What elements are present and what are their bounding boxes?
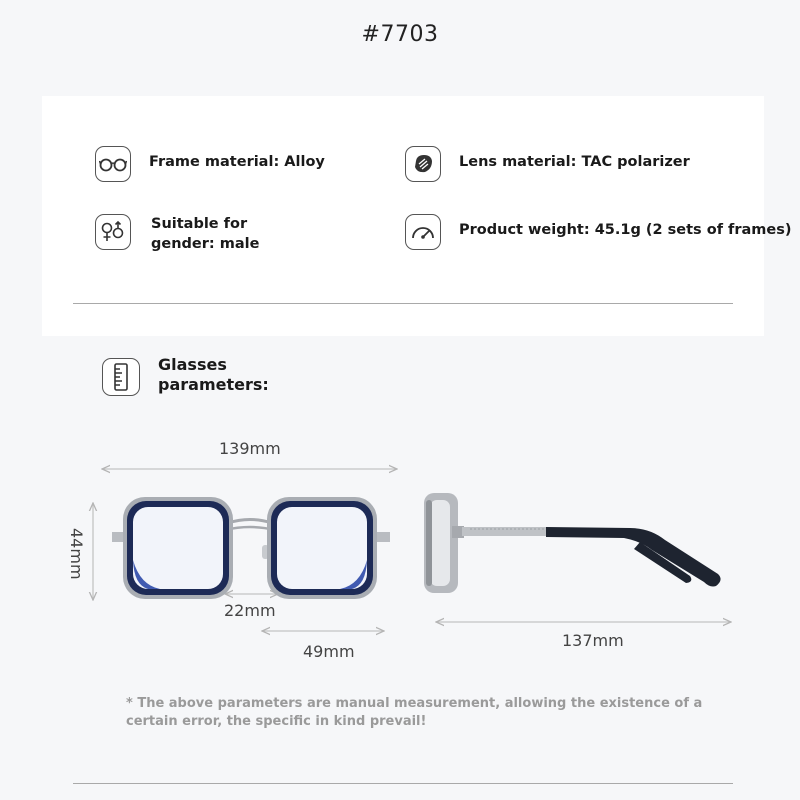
height-label: 44mm [67, 528, 86, 580]
parameters-heading-line2: parameters: [158, 375, 269, 394]
gender-text-line2: gender: male [151, 236, 260, 252]
lens-material-text: Lens material: TAC polarizer [459, 154, 690, 170]
section-divider-bottom [73, 783, 733, 784]
parameters-heading-line1: Glasses [158, 355, 227, 374]
side-view-glasses [424, 493, 721, 593]
weight-text: Product weight: 45.1g (2 sets of frames) [459, 222, 792, 238]
gender-text-line1: Suitable for [151, 216, 248, 232]
note-line1: * The above parameters are manual measurement, allowing the existence of a [126, 696, 703, 711]
frame-material-text: Frame material: Alloy [149, 154, 325, 170]
lens-width-label: 49mm [303, 642, 355, 661]
note-line2: certain error, the specific in kind prevail! [126, 714, 427, 729]
bridge-label: 22mm [224, 601, 276, 620]
total-width-label: 139mm [219, 439, 281, 458]
product-model-title: #7703 [361, 22, 439, 47]
measurement-note [126, 695, 702, 731]
temple-length-label: 137mm [562, 631, 624, 650]
front-view-glasses [112, 497, 390, 599]
